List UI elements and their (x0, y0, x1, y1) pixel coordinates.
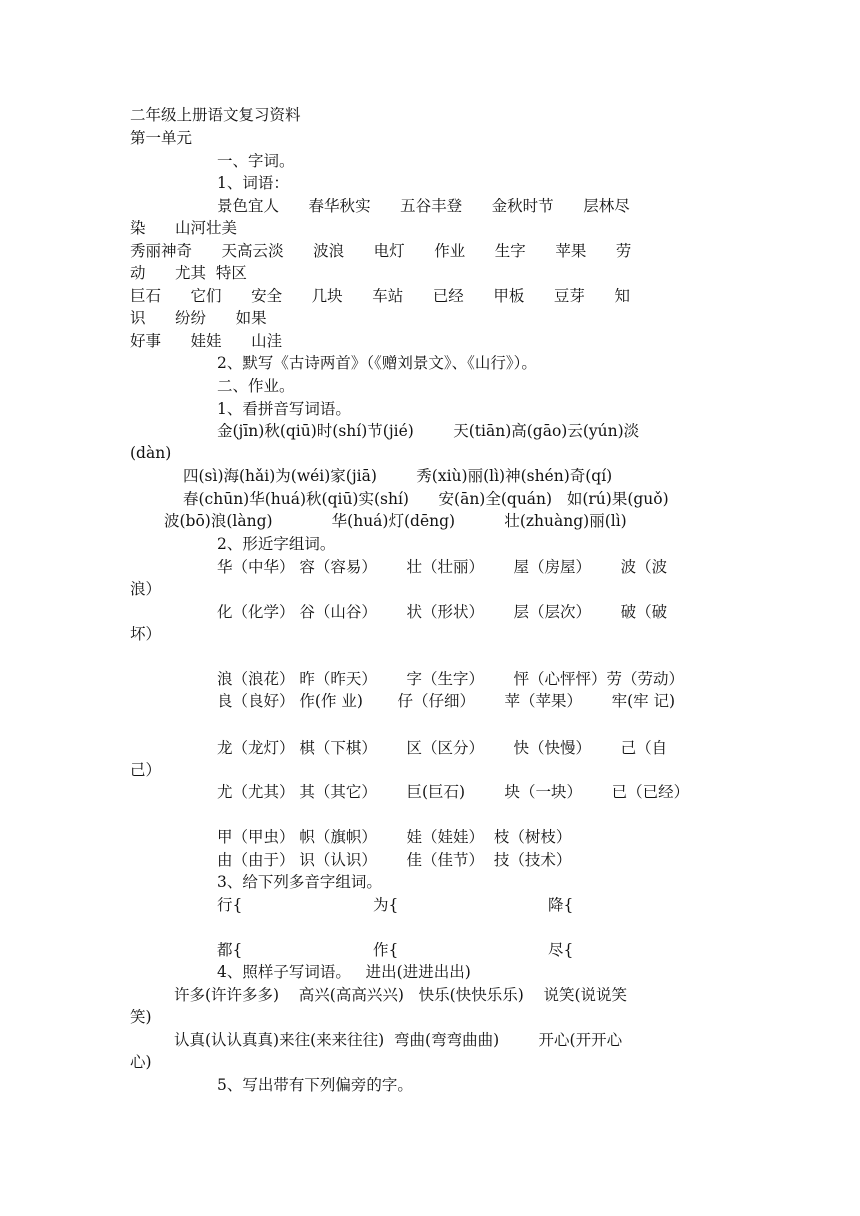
word-line: 巨石 它们 安全 几块 车站 已经 甲板 豆芽 知 (130, 287, 630, 305)
question-1-2: 2、默写《古诗两首》（《赠刘景文》、《山行》）。 (217, 354, 537, 372)
similar-char-line: 己） (130, 761, 162, 779)
question-1-1: 1、词语： (217, 174, 289, 192)
question-2-5: 5、写出带有下列偏旁的字。 (217, 1076, 413, 1094)
similar-char-line: 华（中华） 容（容易） 壮（壮丽） 屋（房屋） 波（波 (217, 558, 668, 576)
polyphone-item: 行{ (217, 896, 243, 914)
similar-char-line: 浪（浪花） 昨（昨天） 字（生字） 怦（心怦怦）劳（劳动） (217, 670, 685, 688)
example-line: 认真(认认真真)来往(来来往往) 弯曲(弯弯曲曲) 开心(开开心 (174, 1031, 623, 1049)
unit-heading: 第一单元 (130, 129, 193, 147)
pinyin-line: 四(sì)海(hǎi)为(wéi)家(jiā) 秀(xiù)丽(lì)神(shén)奇(qí) (183, 467, 613, 485)
similar-char-line: 由（由于） 识（认识） 佳（佳节） 技（技术） (217, 851, 572, 869)
example-line: 许多(许许多多) 高兴(高高兴兴) 快乐(快快乐乐) 说笑(说说笑 (174, 986, 628, 1004)
word-line: 好事 娃娃 山洼 (130, 332, 283, 350)
polyphone-item: 都{ (217, 941, 243, 959)
word-line: 动 尤其 特区 (130, 264, 247, 282)
similar-char-line: 尤（尤其） 其（其它） 巨(巨石) 块（一块） 已（已经） (217, 783, 690, 801)
example-line: 心) (130, 1053, 152, 1071)
pinyin-line: 春(chūn)华(huá)秋(qiū)实(shí) 安(ān)全(quán) 如(rú)果(guǒ) (183, 490, 669, 508)
polyphone-item: 作{ (373, 941, 399, 959)
question-2-1: 1、看拼音写词语。 (217, 400, 351, 418)
similar-char-line: 甲（甲虫） 帜（旗帜） 娃（娃娃） 枝（树枝） (217, 828, 572, 846)
example-line: 笑) (130, 1008, 152, 1026)
similar-char-line: 良（良好） 作(作 业) 仔（仔细） 苹（苹果） 牢(牢 记) (217, 692, 676, 710)
polyphone-item: 尽{ (548, 941, 574, 959)
section-1-heading: 一、字词。 (217, 152, 295, 170)
word-line: 景色宜人 春华秋实 五谷丰登 金秋时节 层林尽 (217, 197, 630, 215)
similar-char-line: 坏） (130, 625, 162, 643)
doc-title: 二年级上册语文复习资料 (130, 106, 301, 124)
word-line: 识 纷纷 如果 (130, 309, 267, 327)
polyphone-item: 降{ (548, 896, 574, 914)
word-line: 染 山河壮美 (130, 219, 238, 237)
word-line: 秀丽神奇 天高云淡 波浪 电灯 作业 生字 苹果 劳 (130, 242, 632, 260)
question-2-3: 3、给下列多音字组词。 (217, 873, 382, 891)
pinyin-line: (dàn) (130, 444, 172, 462)
similar-char-line: 化（化学） 谷（山谷） 状（形状） 层（层次） 破（破 (217, 603, 668, 621)
pinyin-line: 金(jīn)秋(qiū)时(shí)节(jié) 天(tiān)高(gāo)云(yún)淡 (217, 422, 640, 440)
question-2-4: 4、照样子写词语。 进出(进进出出) (217, 963, 471, 981)
polyphone-item: 为{ (373, 896, 399, 914)
similar-char-line: 龙（龙灯） 棋（下棋） 区（区分） 快（快慢） 己（自 (217, 739, 668, 757)
question-2-2: 2、形近字组词。 (217, 535, 336, 553)
similar-char-line: 浪） (130, 580, 162, 598)
pinyin-line: 波(bō)浪(làng) 华(huá)灯(dēng) 壮(zhuàng)丽(lì) (164, 512, 627, 530)
section-2-heading: 二、作业。 (217, 377, 295, 395)
